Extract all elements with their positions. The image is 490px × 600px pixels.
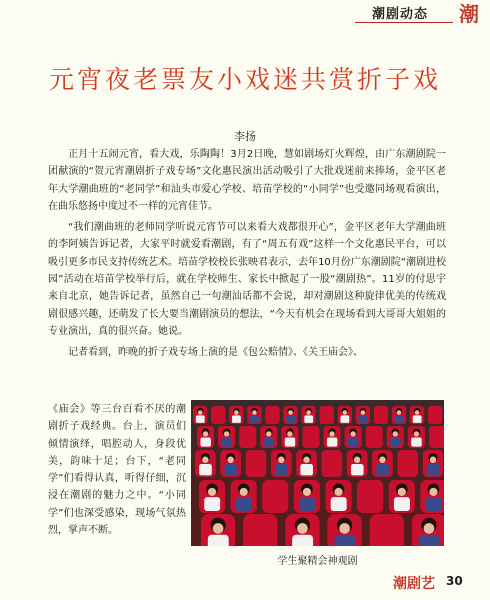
- child-uniform: [224, 464, 237, 475]
- child-uniform: [264, 437, 274, 446]
- child-uniform: [299, 497, 315, 511]
- child-face: [297, 523, 308, 534]
- child-uniform: [200, 437, 210, 446]
- paragraph: 正月十五闹元宵，看大戏，乐陶陶！3月2日晚，慧如剧场灯火辉煌，由广东潮剧院一团献演的“贺元宵潮剧折子戏专场”文化惠民演出活动吸引了大批戏迷前来捧场，金平区老年大学潮曲班的“老同学”和汕头市爱心学校、培苗学校的“小同学”也受邀同场观看演出，在曲乐悠扬中度过不一样的元宵佳节。: [48, 149, 446, 212]
- magazine-logo: 潮剧艺: [393, 576, 435, 592]
- section-label: 潮剧动态: [372, 7, 429, 22]
- child-uniform: [208, 535, 229, 546]
- seat: [211, 406, 225, 424]
- seat: [320, 406, 334, 424]
- child-uniform: [204, 497, 220, 511]
- child-face: [240, 488, 248, 496]
- audience-photo: [191, 400, 444, 546]
- child-uniform: [394, 497, 410, 511]
- child-uniform: [222, 437, 232, 446]
- seat: [357, 480, 383, 513]
- seat: [370, 514, 404, 546]
- child-uniform: [285, 437, 295, 446]
- child-uniform: [327, 437, 337, 446]
- child-face: [208, 488, 216, 496]
- child-uniform: [426, 497, 442, 511]
- child-face: [329, 431, 334, 436]
- child-uniform: [250, 415, 259, 423]
- child-uniform: [359, 415, 368, 423]
- child-face: [198, 410, 202, 414]
- seat: [428, 406, 442, 424]
- child-uniform: [286, 415, 295, 423]
- article-author: 李扬: [234, 130, 256, 143]
- page-number: 30: [446, 574, 463, 588]
- seat: [374, 406, 388, 424]
- child-face: [350, 431, 355, 436]
- child-face: [303, 457, 309, 463]
- seal-logo: 潮: [459, 2, 479, 26]
- photo-caption: 学生聚精会神观剧: [277, 556, 358, 567]
- child-face: [288, 410, 292, 414]
- child-face: [266, 431, 271, 436]
- seat: [366, 426, 383, 448]
- child-uniform: [376, 464, 389, 475]
- child-face: [398, 488, 406, 496]
- seat: [302, 426, 319, 448]
- child-uniform: [411, 437, 421, 446]
- child-face: [393, 431, 398, 436]
- child-uniform: [232, 415, 241, 423]
- child-uniform: [390, 437, 400, 446]
- child-face: [252, 410, 256, 414]
- child-uniform: [300, 464, 313, 475]
- child-face: [339, 523, 350, 534]
- child-face: [234, 410, 238, 414]
- seat: [397, 450, 418, 477]
- child-uniform: [340, 415, 349, 423]
- child-face: [213, 523, 224, 534]
- child-face: [414, 431, 419, 436]
- paragraph: 记者看到，昨晚的折子戏专场上演的是《包公赔情》、《关王庙会》、: [68, 347, 363, 359]
- child-face: [415, 410, 419, 414]
- article-title: 元宵夜老票友小戏迷共赏折子戏: [48, 65, 441, 94]
- child-face: [424, 523, 435, 534]
- child-face: [397, 410, 401, 414]
- child-face: [227, 457, 233, 463]
- child-uniform: [395, 415, 404, 423]
- child-uniform: [419, 535, 440, 546]
- seat: [262, 480, 288, 513]
- child-uniform: [275, 464, 288, 475]
- article-body: [48, 146, 446, 362]
- seat: [429, 426, 444, 448]
- child-face: [430, 457, 436, 463]
- child-face: [334, 488, 342, 496]
- child-face: [361, 410, 365, 414]
- child-uniform: [292, 535, 313, 546]
- wrapped-paragraph: 《庙会》等三台百看不厌的潮剧折子戏经典。台上，演员们倾情演绎，唱腔动人，身段优美，韵味十足；台下，“老同学”们看得认真，听得仔细，沉浸在潮剧的魅力之中。“小同学”们也深受感染，现场气氛热烈，掌声不断。: [48, 404, 186, 537]
- child-uniform: [236, 497, 252, 511]
- seat: [243, 514, 277, 546]
- child-uniform: [196, 415, 205, 423]
- child-face: [306, 410, 310, 414]
- paragraph: “我们潮曲班的老师同学听说元宵节可以来看大戏都很开心”，金平区老年大学潮曲班的李阿姨告诉记者，大家平时就爱看潮剧，有了“周五有戏”这样一个文化惠民平台，可以吸引更多市民支持传统艺术。培苗学校校长张映君表示，去年10月份广东潮剧院“潮剧进校园”活动在培苗学校举行后，就在学校师生、家长中掀起了一股“潮剧热”。11岁的付思宇来自北京，她告诉记者，虽然自己一句潮汕话都不会说，却对潮剧这种旋律优美的传统戏剧很感兴趣，还萌发了长大要当潮剧演员的想法，“今天有机会在现场看到大哥哥大姐姐的专业演出，真的很兴奋。她说。: [48, 222, 446, 337]
- child-face: [343, 410, 347, 414]
- child-face: [224, 431, 229, 436]
- child-face: [379, 457, 385, 463]
- child-uniform: [351, 464, 364, 475]
- child-face: [287, 431, 292, 436]
- child-face: [202, 457, 208, 463]
- child-uniform: [427, 464, 440, 475]
- child-uniform: [331, 497, 347, 511]
- child-face: [354, 457, 360, 463]
- seat: [265, 406, 279, 424]
- child-face: [303, 488, 311, 496]
- child-uniform: [334, 535, 355, 546]
- child-face: [203, 431, 208, 436]
- child-uniform: [199, 464, 212, 475]
- seat: [239, 426, 256, 448]
- child-uniform: [413, 415, 422, 423]
- child-uniform: [304, 415, 313, 423]
- header-bar: [0, 0, 490, 24]
- child-face: [429, 488, 437, 496]
- child-face: [278, 457, 284, 463]
- seat: [246, 450, 267, 477]
- child-uniform: [348, 437, 358, 446]
- seat: [322, 450, 343, 477]
